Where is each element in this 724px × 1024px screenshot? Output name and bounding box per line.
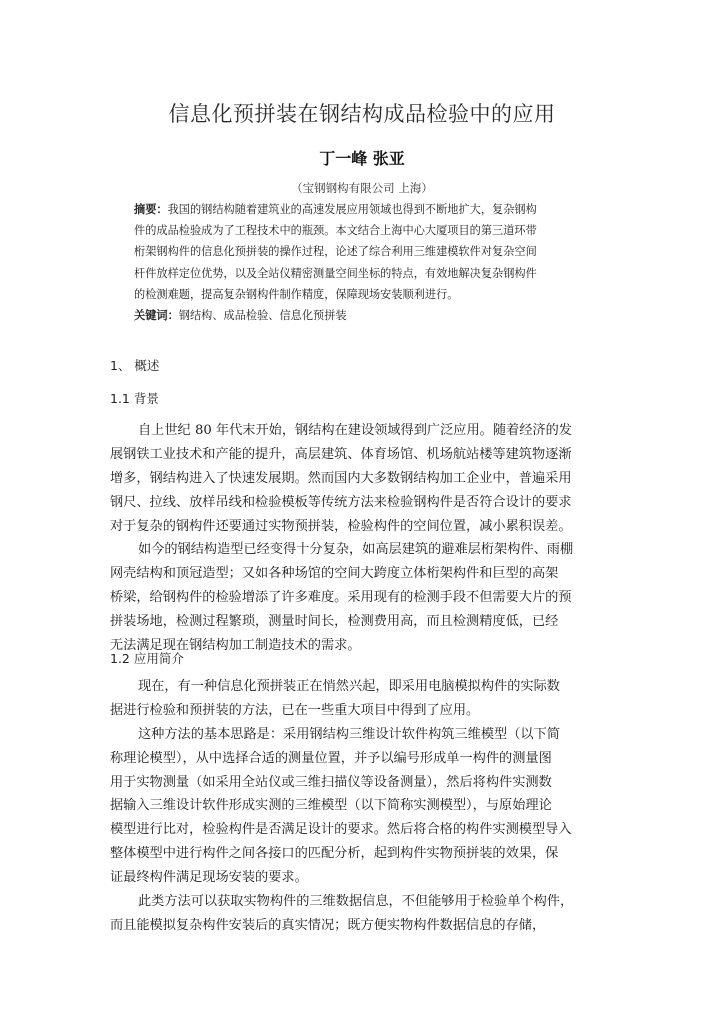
paragraph-line: 而且能模拟复杂构件安装后的真实情况；既方便实物构件数据信息的存储， <box>110 917 546 933</box>
paper-title: 信息化预拼装在钢结构成品检验中的应用 <box>168 102 556 126</box>
abstract-line: 桁架钢构件的信息化预拼装的操作过程，论述了综合利用三维建模软件对复杂空间 <box>134 245 537 259</box>
paper-affiliation: （宝钢钢构有限公司 上海） <box>291 181 433 195</box>
abstract-label: 摘要： <box>134 203 168 216</box>
paragraph-line: 整体模型中进行构件之间各接口的匹配分析，起到构件实物预拼装的效果，保 <box>110 846 559 862</box>
paragraph-line: 模型进行比对，检验构件是否满足设计的要求。然后将合格的构件实测模型导入 <box>110 822 572 838</box>
paragraph-line: 这种方法的基本思路是：采用钢结构三维设计软件构筑三维模型（以下简 <box>138 726 560 742</box>
section-heading-background: 1.1 背景 <box>110 391 159 406</box>
abstract <box>134 199 600 305</box>
abstract-line: 的检测难题，提高复杂钢构件制作精度，保障现场安装顺利进行。 <box>134 287 459 301</box>
paragraph-line: 此类方法可以获取实物构件的三维数据信息，不但能够用于检验单个构件， <box>138 894 574 910</box>
paragraph-line: 增多，钢结构进入了快速发展期。然而国内大多数钢结构加工企业中，普遍采用 <box>110 470 572 486</box>
keywords-label: 关键词： <box>134 309 179 322</box>
paragraph-line: 钢尺、拉线、放样吊线和检验模板等传统方法来检验钢构件是否符合设计的要求 <box>110 494 572 510</box>
paper-authors: 丁一峰 张亚 <box>319 149 405 168</box>
paragraph-line: 据输入三维设计软件形成实测的三维模型（以下简称实测模型），与原始理论 <box>110 798 552 814</box>
paragraph-line: 用于实物测量（如采用全站仪或三维扫描仪等设备测量），然后将构件实测数 <box>110 774 552 790</box>
paragraph-line: 展钢铁工业技术和产能的提升，高层建筑、体育场馆、机场航站楼等建筑物逐渐 <box>110 446 572 462</box>
paragraph-line: 对于复杂的钢构件还要通过实物预拼装，检验构件的空间位置，减小累积误差。 <box>110 518 572 534</box>
abstract-line: 摘要：我国的钢结构随着建筑业的高速发展应用领域也得到不断地扩大，复杂钢构 <box>134 203 537 216</box>
abstract-line: 杆件放样定位优势，以及全站仪精密测量空间坐标的特点，有效地解决复杂钢构件 <box>134 266 537 280</box>
paragraph-line: 证最终构件满足现场安装的要求。 <box>110 870 308 886</box>
paragraph-line: 自上世纪 80 年代末开始，钢结构在建设领域得到广泛应用。随着经济的发 <box>138 423 572 438</box>
paragraph-line: 网壳结构和顶冠造型；又如各种场馆的空间大跨度立体桁架构件和巨型的高架 <box>110 566 559 582</box>
background-body <box>110 419 618 658</box>
section-heading-overview: 1、 概述 <box>110 358 160 373</box>
keywords-text: 钢结构、成品检验、信息化预拼装 <box>178 309 347 322</box>
paragraph-line: 据进行检验和预拼装的方法，已在一些重大项目中得到了应用。 <box>110 702 480 718</box>
paragraph-line: 无法满足现在钢结构加工制造技术的需求。 <box>110 638 361 654</box>
paragraph-line: 如今的钢结构造型已经变得十分复杂，如高层建筑的避难层桁架构件、雨棚 <box>138 542 574 558</box>
paragraph-line: 现在，有一种信息化预拼装正在悄然兴起，即采用电脑模拟构件的实际数 <box>138 679 560 694</box>
application-body <box>110 675 618 938</box>
keywords <box>134 305 600 326</box>
section-heading-application: 1.2 应用简介 <box>110 651 184 666</box>
paragraph-line: 称理论模型），从中选择合适的测量位置，并予以编号形成单一构件的测量图 <box>110 750 552 766</box>
abstract-line: 件的成品检验成为了工程技术中的瓶颈。本文结合上海中心大厦项目的第三道环带 <box>134 224 537 238</box>
paragraph-line: 桥梁，给钢构件的检验增添了许多难度。采用现有的检测手段不但需要大片的预 <box>110 590 572 606</box>
paragraph-line: 拼装场地，检测过程繁琐，测量时间长，检测费用高，而且检测精度低，已经 <box>110 614 559 630</box>
